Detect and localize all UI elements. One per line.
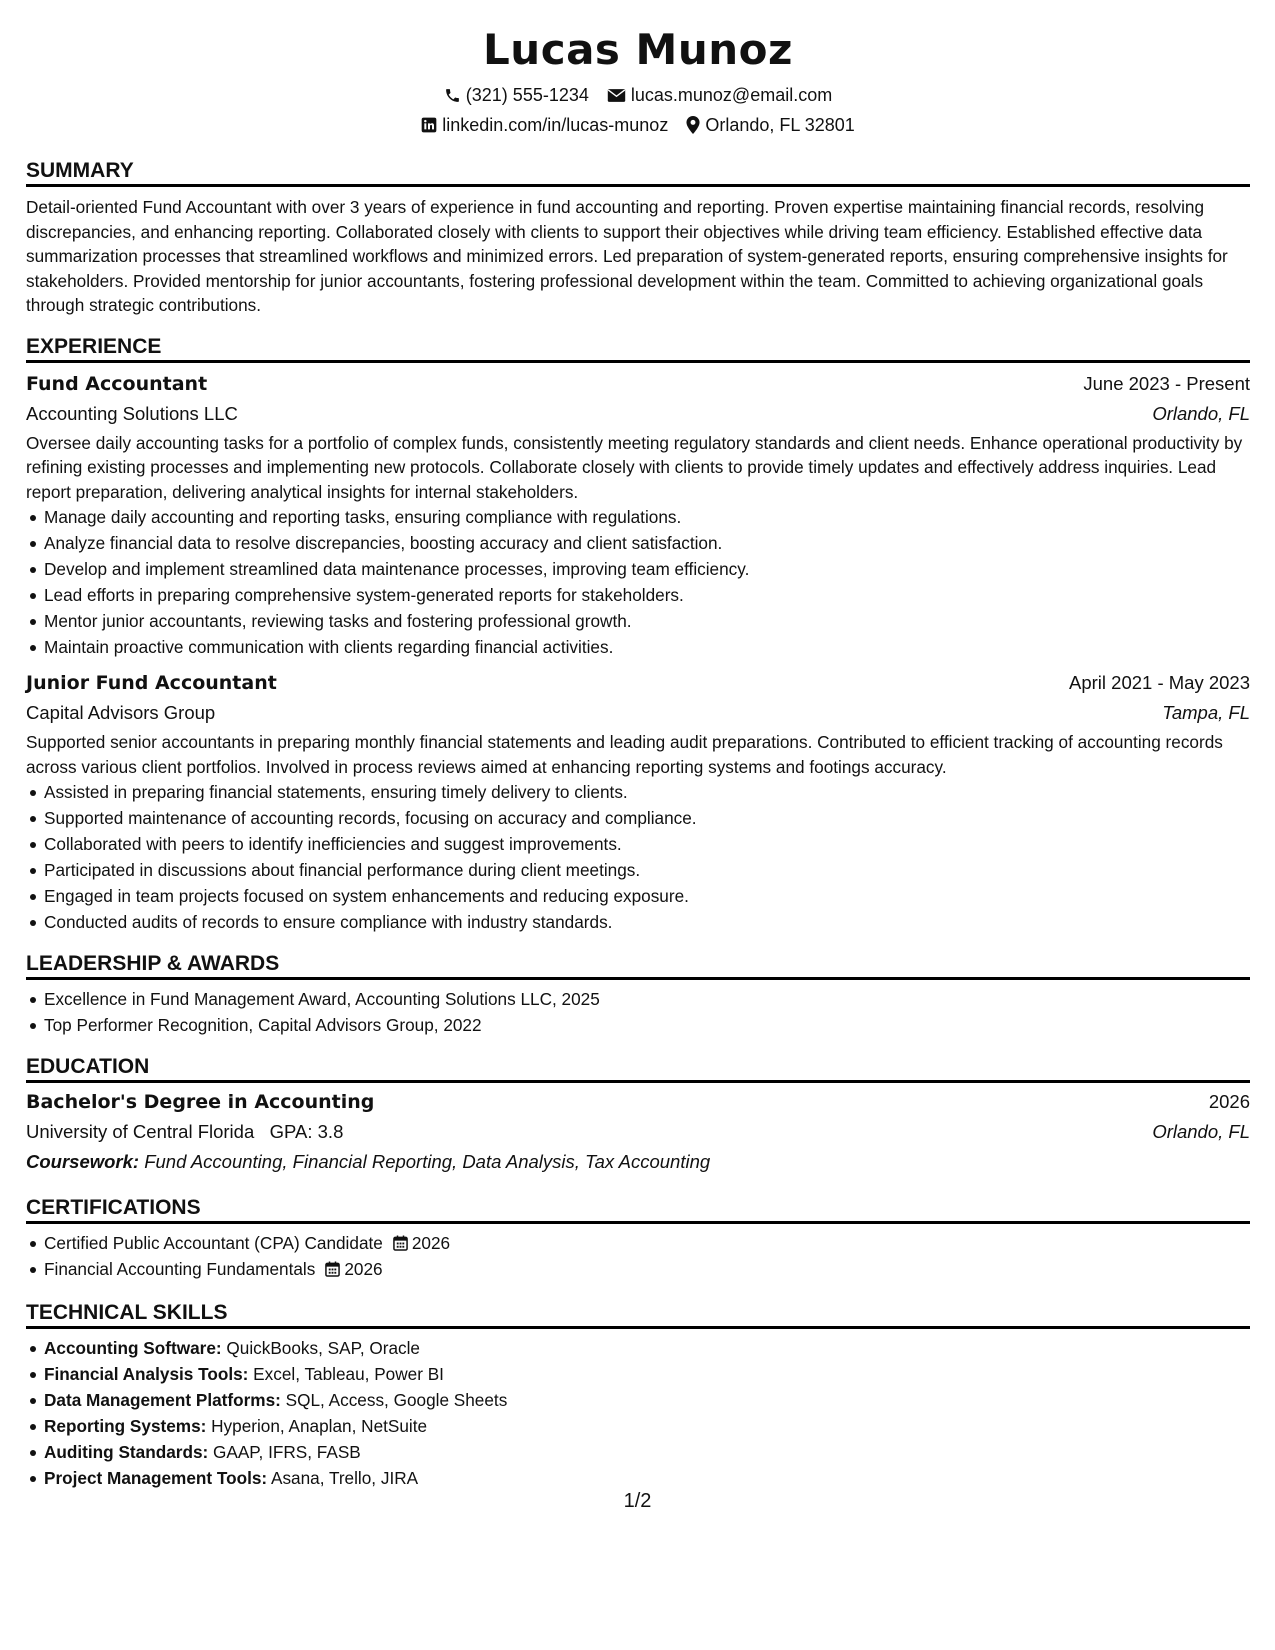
list-item: [44, 1439, 1250, 1465]
candidate-name: Lucas Munoz: [483, 25, 793, 74]
job-title: Junior Fund Accountant: [26, 672, 277, 694]
job-header: [26, 369, 1250, 399]
list-item: Supported maintenance of accounting records, focusing on accuracy and compliance.: [44, 805, 1250, 831]
skill-value: Hyperion, Anaplan, NetSuite: [211, 1416, 428, 1436]
summary-section: [26, 154, 1250, 318]
job-entry: [26, 369, 1250, 661]
list-item: Develop and implement streamlined data maintenance processes, improving team efficiency.: [44, 556, 1250, 582]
linkedin-icon: [421, 117, 437, 133]
skill-value: SQL, Access, Google Sheets: [285, 1390, 508, 1410]
certifications-section: [26, 1191, 1250, 1282]
job-company: Accounting Solutions LLC: [26, 402, 238, 424]
resume-page: [26, 0, 1250, 1491]
job-location: Tampa, FL: [1162, 702, 1250, 723]
calendar-icon: [393, 1235, 408, 1251]
certifications-list: [26, 1230, 1250, 1282]
skill-label: Data Management Platforms:: [44, 1390, 281, 1410]
leadership-title: LEADERSHIP & AWARDS: [26, 947, 1250, 980]
certifications-title: CERTIFICATIONS: [26, 1191, 1250, 1224]
contact-line-1: [26, 80, 1250, 110]
coursework-label: Coursework:: [26, 1151, 140, 1172]
list-item: Analyze financial data to resolve discrepancies, boosting accuracy and client satisfaction.: [44, 530, 1250, 556]
job-description: Oversee daily accounting tasks for a portfolio of complex funds, consistently meeting regulatory standards and client needs. Enhance operational productivity by refining existing processes and implementing new protocols. Collaborate closely with clients to provide timely updates and effectively address inquiries. Lead report preparation, delivering analytical insights for internal stakeholders.: [26, 432, 1243, 502]
contact-line-2: [26, 110, 1250, 140]
list-item: [44, 1335, 1250, 1361]
list-item: Maintain proactive communication with clients regarding financial activities.: [44, 634, 1250, 660]
job-description: Supported senior accountants in preparing monthly financial statements and leading audit preparations. Contributed to efficient tracking of accounting records across various client portfolios. Involved in process reviews aimed at enhancing reporting systems and footings accuracy.: [26, 732, 1223, 777]
list-item: [44, 1465, 1250, 1491]
list-item: [44, 1387, 1250, 1413]
school-name: University of Central Florida: [26, 1121, 255, 1142]
skill-label: Reporting Systems:: [44, 1416, 207, 1436]
education-section: [26, 1050, 1250, 1177]
job-bullets: [26, 504, 1250, 660]
skill-value: Excel, Tableau, Power BI: [253, 1364, 444, 1384]
education-location: Orlando, FL: [1152, 1121, 1250, 1142]
list-item: Mentor junior accountants, reviewing tasks and fostering professional growth.: [44, 608, 1250, 634]
job-date: April 2021 - May 2023: [1069, 672, 1250, 693]
list-item: Top Performer Recognition, Capital Advisors Group, 2022: [44, 1012, 1250, 1038]
list-item: [44, 1256, 1250, 1282]
email-text[interactable]: lucas.munoz@email.com: [630, 85, 833, 105]
list-item: Manage daily accounting and reporting tasks, ensuring compliance with regulations.: [44, 504, 1250, 530]
certification-name: Financial Accounting Fundamentals: [44, 1259, 316, 1279]
job-company: Capital Advisors Group: [26, 702, 216, 723]
skills-list: [26, 1335, 1250, 1491]
skill-value: Asana, Trello, JIRA: [270, 1468, 419, 1488]
list-item: Excellence in Fund Management Award, Accounting Solutions LLC, 2025: [44, 986, 1250, 1012]
list-item: Conducted audits of records to ensure compliance with industry standards.: [44, 909, 1250, 935]
skill-value: GAAP, IFRS, FASB: [213, 1442, 361, 1462]
job-header: [26, 668, 1250, 698]
job-subheader: [26, 698, 1250, 728]
list-item: [44, 1413, 1250, 1439]
page-number: 1/2: [623, 1490, 652, 1512]
job-title: Fund Accountant: [26, 372, 208, 395]
list-item: Assisted in preparing financial statements, ensuring timely delivery to clients.: [44, 779, 1250, 805]
list-item: [44, 1361, 1250, 1387]
email-contact[interactable]: [607, 80, 832, 110]
degree-title: Bachelor's Degree in Accounting: [26, 1091, 375, 1113]
phone-text: (321) 555-1234: [465, 85, 589, 105]
list-item: Lead efforts in preparing comprehensive system-generated reports for stakeholders.: [44, 582, 1250, 608]
linkedin-text[interactable]: linkedin.com/in/lucas-munoz: [442, 115, 669, 135]
certification-year: 2026: [344, 1259, 383, 1279]
skills-title: TECHNICAL SKILLS: [26, 1296, 1250, 1329]
gpa: GPA: 3.8: [269, 1121, 344, 1142]
list-item: Collaborated with peers to identify inefficiencies and suggest improvements.: [44, 831, 1250, 857]
linkedin-contact[interactable]: [421, 110, 668, 140]
job-date: June 2023 - Present: [1083, 372, 1250, 394]
coursework-text: Fund Accounting, Financial Reporting, Data Analysis, Tax Accounting: [144, 1151, 711, 1172]
job-entry: [26, 668, 1250, 935]
coursework-line: [26, 1147, 1250, 1177]
phone-contact: [444, 80, 589, 110]
location-contact: [686, 110, 854, 140]
leadership-list: [26, 986, 1250, 1038]
skill-label: Accounting Software:: [44, 1338, 222, 1358]
summary-title: SUMMARY: [26, 154, 1250, 187]
skill-label: Auditing Standards:: [44, 1442, 209, 1462]
education-title: EDUCATION: [26, 1050, 1250, 1083]
skill-value: QuickBooks, SAP, Oracle: [226, 1338, 420, 1358]
list-item: Participated in discussions about financial performance during client meetings.: [44, 857, 1250, 883]
skill-label: Project Management Tools:: [44, 1468, 268, 1488]
list-item: [44, 1230, 1250, 1256]
location-text: Orlando, FL 32801: [705, 115, 855, 135]
skills-section: [26, 1296, 1250, 1491]
school-line: [26, 1117, 343, 1147]
certification-year: 2026: [411, 1233, 451, 1253]
envelope-icon: [607, 88, 626, 103]
phone-icon: [444, 87, 461, 104]
job-bullets: [26, 779, 1250, 935]
leadership-section: [26, 947, 1250, 1038]
certification-name: Certified Public Accountant (CPA) Candidate: [44, 1233, 383, 1253]
experience-title: EXPERIENCE: [26, 330, 1250, 363]
education-header: [26, 1087, 1250, 1117]
map-pin-icon: [686, 116, 700, 134]
education-year: 2026: [1208, 1091, 1250, 1112]
list-item: Engaged in team projects focused on system enhancements and reducing exposure.: [44, 883, 1250, 909]
skill-label: Financial Analysis Tools:: [44, 1364, 249, 1384]
job-subheader: [26, 399, 1250, 429]
calendar-icon: [325, 1261, 340, 1277]
job-location: Orlando, FL: [1152, 402, 1250, 424]
education-subheader: [26, 1117, 1250, 1147]
experience-section: [26, 330, 1250, 936]
summary-text: Detail-oriented Fund Accountant with over 3 years of experience in fund accounting and reporting. Proven expertise maintaining financial records, resolving discrepancies, and enhancing reporting. Collaborated closely with clients to support their objectives while driving team efficiency. Established effective data summarization processes that streamlined workflows and minimized errors. Led preparation of system-generated reports, ensuring comprehensive insights for stakeholders. Provided mentorship for junior accountants, fostering professional development within the team. Committed to achieving organizational goals through strategic contributions.: [26, 197, 1228, 315]
